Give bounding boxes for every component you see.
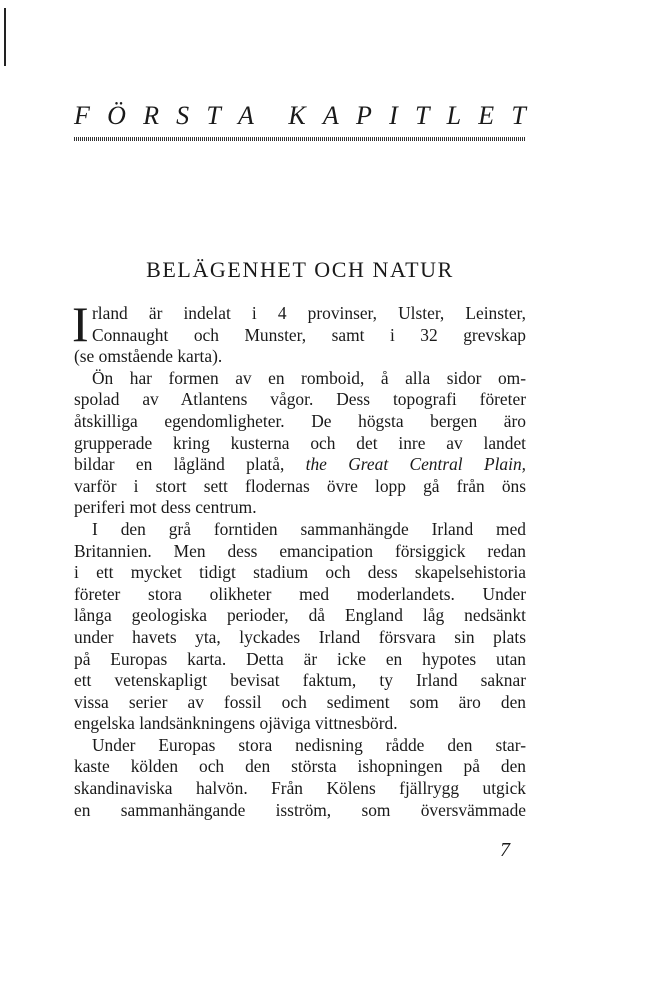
text-line: I den grå forntiden sammanhängde Irland med xyxy=(92,518,526,539)
text-line: Under Europas stora nedisning rådde den star- xyxy=(92,734,526,755)
chapter-heading-letter: T xyxy=(511,101,526,130)
chapter-heading xyxy=(74,101,526,131)
chapter-heading-letter: P xyxy=(355,101,372,130)
text-line: under havets yta, lyckades Irland försvara sin plats xyxy=(74,626,526,647)
drop-cap: I xyxy=(72,296,89,352)
chapter-heading-letter: T xyxy=(414,101,430,130)
text-line: (se omstående karta). xyxy=(74,346,223,367)
text-line: kaste kölden och den största ishopningen på den xyxy=(74,756,526,777)
text-line: Ön har formen av en romboid, å alla sidor om- xyxy=(92,367,526,388)
text-line: Connaught och Munster, samt i 32 grevskap xyxy=(92,324,526,345)
text-line: långa geologiska perioder, då England låg nedsänkt xyxy=(74,605,526,626)
chapter-heading-letter: F xyxy=(74,101,90,130)
chapter-heading-letter: K xyxy=(288,101,306,130)
page-edge-mark xyxy=(4,8,6,66)
body-text xyxy=(72,296,526,821)
text-line: varför i stort sett flodernas övre lopp gå från öns xyxy=(74,475,526,496)
chapter-heading-letter: A xyxy=(322,101,339,130)
chapter-heading-letter: R xyxy=(143,101,159,130)
ornamental-rule xyxy=(74,137,526,141)
chapter-heading-letter: L xyxy=(446,101,462,130)
text-line xyxy=(74,454,526,476)
text-line: grupperade kring kusterna och det inre av landet xyxy=(74,432,526,453)
chapter-heading-letter: T xyxy=(206,101,221,130)
text-line: spolad av Atlantens vågor. Dess topografi företer xyxy=(74,389,526,410)
text-line: engelska landsänkningens ojäviga vittnesbörd. xyxy=(74,713,398,734)
text-line: företer stora olikheter med moderlandets. Under xyxy=(74,583,526,604)
chapter-heading-letter: S xyxy=(176,101,190,130)
text-line: vissa serier av fossil och sediment som äro den xyxy=(74,691,526,712)
italic-phrase: the Great Central Plain, xyxy=(305,454,526,475)
text-line: på Europas karta. Detta är icke en hypotes utan xyxy=(74,648,526,669)
text-line: i ett mycket tidigt stadium och dess skapelsehistoria xyxy=(74,562,526,583)
chapter-heading-letter: A xyxy=(238,101,254,130)
text-line: periferi mot dess centrum. xyxy=(74,497,257,518)
text-line: Britannien. Men dess emancipation försiggick redan xyxy=(74,540,526,561)
first-paragraph-opening xyxy=(72,296,526,352)
chapter-heading-letter: I xyxy=(389,101,398,130)
text-line: en sammanhängande isström, som översvämmade xyxy=(74,799,526,820)
text-line: rland är indelat i 4 provinser, Ulster, Leinster, xyxy=(92,303,526,323)
text-segment: bildar en lågländ platå, xyxy=(74,454,285,475)
text-line: ett vetenskapligt bevisat faktum, ty Irland saknar xyxy=(74,670,526,691)
text-line: skandinaviska halvön. Från Kölens fjällrygg utgick xyxy=(74,778,526,799)
section-title: BELÄGENHET OCH NATUR xyxy=(146,257,454,282)
page-number: 7 xyxy=(500,839,510,861)
text-line: åtskilliga egendomligheter. De högsta bergen äro xyxy=(74,410,526,431)
chapter-heading-letter: Ö xyxy=(107,101,126,130)
chapter-heading-letter: E xyxy=(478,101,495,130)
